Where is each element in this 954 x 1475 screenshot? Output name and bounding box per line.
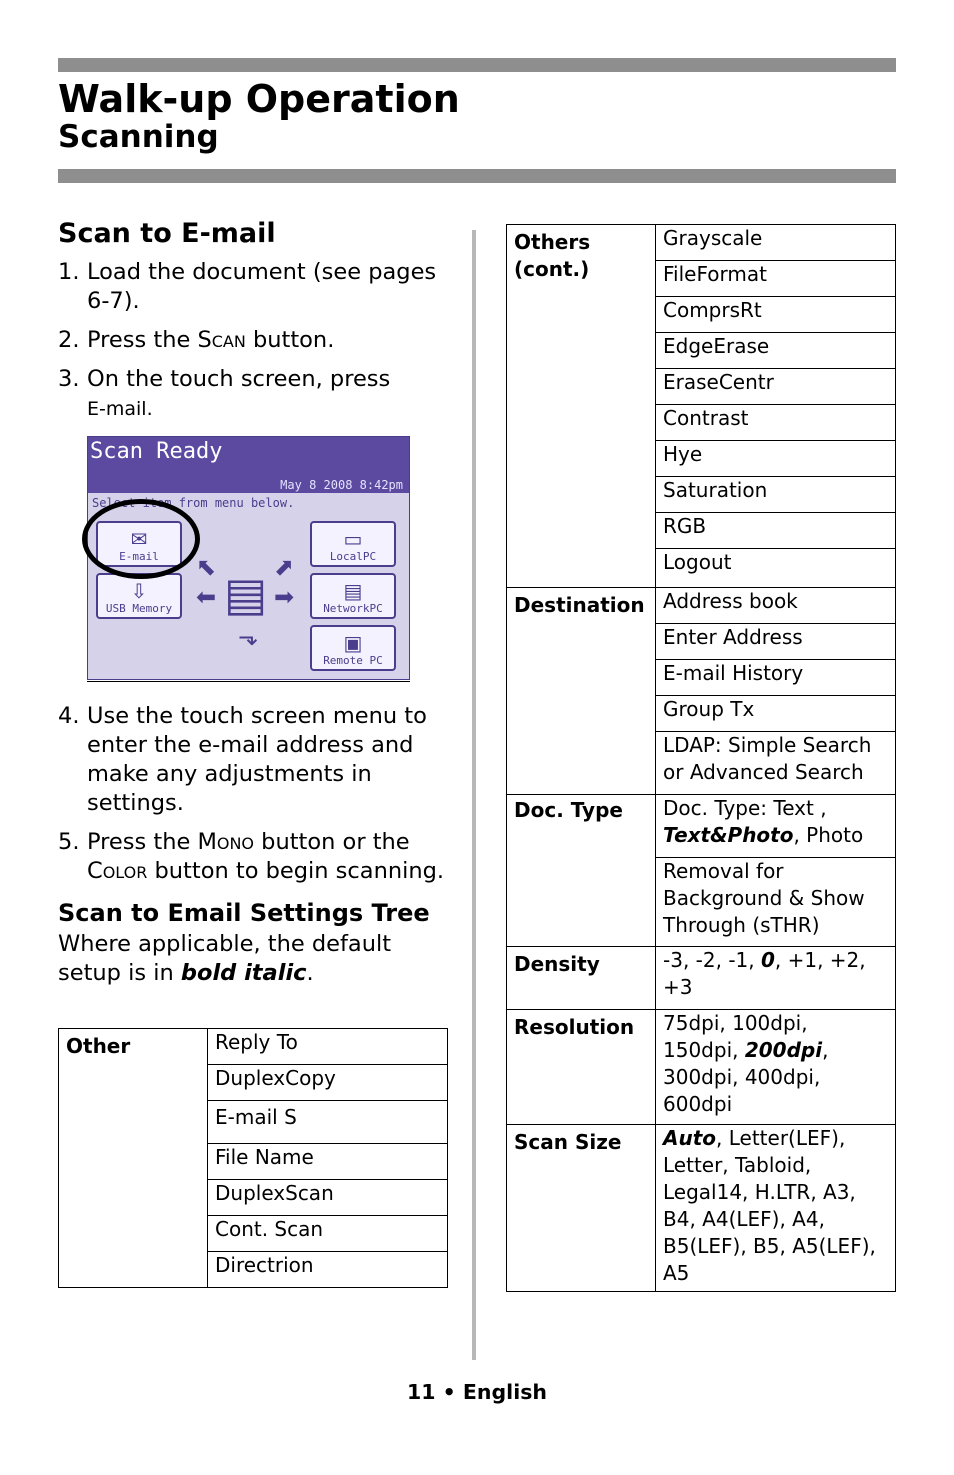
resolution-values: 75dpi, 100dpi, 150dpi, bbox=[663, 1011, 808, 1062]
category-density: Density bbox=[507, 947, 656, 1010]
step-text-mid: button or the bbox=[254, 829, 410, 855]
remote-computer-icon: ▣ bbox=[343, 631, 363, 655]
resolution-values-end: , 300dpi, 400dpi, 600dpi bbox=[663, 1038, 829, 1116]
column-divider bbox=[472, 230, 476, 1360]
setting-item: FileFormat bbox=[656, 261, 896, 297]
usb-icon: ⇩ bbox=[130, 579, 148, 603]
setting-item: Grayscale bbox=[656, 225, 896, 261]
step-5 bbox=[58, 828, 453, 886]
arrow-left-icon: ⬅ bbox=[196, 583, 217, 611]
screen-date: May 8 2008 8:42pm bbox=[280, 478, 403, 492]
step-text: On the touch screen, press bbox=[87, 366, 391, 392]
settings-table-other bbox=[58, 1028, 448, 1288]
doc-type-default: Text&Photo bbox=[663, 823, 794, 847]
step-text-post: button. bbox=[245, 327, 335, 353]
settings-intro-emphasis: bold italic bbox=[180, 960, 307, 986]
setting-item: Contrast bbox=[656, 405, 896, 441]
localpc-screen-button-label: LocalPC bbox=[329, 550, 377, 563]
resolution-default: 200dpi bbox=[744, 1038, 823, 1062]
step-2 bbox=[58, 326, 453, 355]
settings-intro-end: . bbox=[306, 960, 314, 986]
setting-item bbox=[656, 1125, 896, 1292]
scan-size-values: , Letter(LEF), Letter, Tabloid, Legal14, H.LTR, A3, B4, A4(LEF), A4, B5(LEF), B5, A5(LEF), A5 bbox=[663, 1126, 876, 1285]
step-3 bbox=[58, 365, 453, 424]
category-destination: Destination bbox=[507, 588, 656, 795]
step-text-pre: Press the bbox=[87, 829, 198, 855]
networkpc-screen-button[interactable] bbox=[310, 573, 396, 619]
setting-item: File Name bbox=[208, 1144, 448, 1180]
step-1 bbox=[58, 258, 453, 316]
document-icon: ▤ bbox=[224, 567, 268, 621]
setting-item: Hye bbox=[656, 441, 896, 477]
touch-screen-figure bbox=[87, 436, 410, 682]
networkpc-screen-button-label: NetworkPC bbox=[323, 602, 383, 615]
localpc-screen-button[interactable] bbox=[310, 521, 396, 567]
steps-list-continued bbox=[58, 702, 453, 886]
setting-item: E-mail History bbox=[656, 660, 896, 696]
setting-item: Cont. Scan bbox=[208, 1216, 448, 1252]
screen-hint: Select item from menu below. bbox=[92, 496, 295, 510]
setting-item: Group Tx bbox=[656, 696, 896, 732]
left-column bbox=[58, 214, 453, 988]
usb-memory-screen-button-label: USB Memory bbox=[105, 602, 173, 615]
arrow-up-right-icon: ⬈ bbox=[274, 553, 295, 581]
step-4 bbox=[58, 702, 453, 818]
remotepc-screen-button-label: Remote PC bbox=[323, 654, 383, 667]
envelope-icon: ✉ bbox=[130, 527, 148, 551]
section-heading-settings-tree: Scan to Email Settings Tree bbox=[58, 899, 430, 927]
setting-item: Directrion bbox=[208, 1252, 448, 1288]
section-heading-scan-to-email: Scan to E-mail bbox=[58, 218, 276, 249]
email-screen-button-label: E-mail bbox=[119, 550, 159, 563]
category-scan-size: Scan Size bbox=[507, 1125, 656, 1292]
arrow-down-right-icon: ⬎ bbox=[238, 623, 259, 651]
mono-key-name: Mono bbox=[197, 829, 255, 855]
highlight-circle bbox=[82, 499, 200, 579]
density-default: 0 bbox=[760, 948, 775, 972]
page-title: Walk-up Operation bbox=[58, 77, 460, 121]
step-text: Load the document (see pages 6-7). bbox=[87, 259, 437, 314]
step-number: 4. bbox=[58, 703, 80, 729]
screen-header bbox=[88, 437, 409, 493]
category-other: Other bbox=[59, 1029, 208, 1288]
setting-item: Address book bbox=[656, 588, 896, 624]
category-others-cont: Others (cont.) bbox=[507, 225, 656, 588]
table-row bbox=[59, 1029, 448, 1065]
setting-item: Logout bbox=[656, 549, 896, 588]
footer-bullet: • bbox=[442, 1380, 456, 1404]
usb-memory-screen-button[interactable] bbox=[96, 573, 182, 619]
table-row bbox=[507, 588, 896, 624]
settings-intro-text: Where applicable, the default setup is in bbox=[58, 931, 392, 986]
step-number: 5. bbox=[58, 829, 80, 855]
setting-item: DuplexCopy bbox=[208, 1065, 448, 1101]
step-number: 2. bbox=[58, 327, 80, 353]
setting-item: Reply To bbox=[208, 1029, 448, 1065]
scan-key-name: Scan bbox=[197, 327, 246, 353]
setting-item: LDAP: Simple Search or Advanced Search bbox=[656, 732, 896, 795]
step-text-post: button to begin scanning. bbox=[147, 858, 445, 884]
setting-item: Removal for Background & Show Through (sTHR) bbox=[656, 858, 896, 947]
setting-item: E-mail S bbox=[208, 1101, 448, 1144]
screen-title: Scan Ready bbox=[90, 439, 223, 464]
setting-item: Saturation bbox=[656, 477, 896, 513]
table-row bbox=[507, 225, 896, 261]
category-doc-type: Doc. Type bbox=[507, 795, 656, 947]
density-values-end: , +1, +2, +3 bbox=[663, 948, 866, 999]
setting-item: RGB bbox=[656, 513, 896, 549]
footer-language: English bbox=[462, 1380, 548, 1404]
setting-item bbox=[656, 795, 896, 858]
doc-type-text: Doc. Type: Text , bbox=[663, 796, 827, 820]
arrow-right-icon: ➡ bbox=[274, 583, 295, 611]
step-text: Use the touch screen menu to enter the e-mail address and make any adjustments in settings. bbox=[87, 703, 427, 816]
color-key-name: Color bbox=[87, 858, 148, 884]
setting-item: EraseCentr bbox=[656, 369, 896, 405]
step-number: 1. bbox=[58, 259, 80, 285]
computer-icon: ▭ bbox=[343, 527, 363, 551]
setting-item: EdgeErase bbox=[656, 333, 896, 369]
step-text-pre: Press the bbox=[87, 327, 198, 353]
page-footer bbox=[0, 1380, 954, 1404]
setting-item bbox=[656, 1010, 896, 1125]
page-number: 11 bbox=[406, 1380, 436, 1404]
setting-item bbox=[656, 947, 896, 1010]
header-bottom-rule bbox=[58, 169, 896, 183]
table-row bbox=[507, 1125, 896, 1292]
density-values: -3, -2, -1, bbox=[663, 948, 761, 972]
table-row bbox=[507, 795, 896, 858]
remotepc-screen-button[interactable] bbox=[310, 625, 396, 671]
header-top-rule bbox=[58, 58, 896, 72]
setting-item: ComprsRt bbox=[656, 297, 896, 333]
arrow-up-left-icon: ⬉ bbox=[196, 553, 217, 581]
settings-table-right bbox=[506, 224, 896, 1292]
touch-screen bbox=[87, 436, 410, 680]
scan-size-default: Auto bbox=[663, 1126, 717, 1150]
setting-item: Enter Address bbox=[656, 624, 896, 660]
settings-intro bbox=[58, 930, 453, 988]
table-row bbox=[507, 1010, 896, 1125]
step-number: 3. bbox=[58, 366, 80, 392]
network-computer-icon: ▤ bbox=[343, 579, 363, 603]
setting-item: DuplexScan bbox=[208, 1180, 448, 1216]
steps-list bbox=[58, 258, 453, 424]
doc-type-text-end: , Photo bbox=[793, 823, 864, 847]
category-resolution: Resolution bbox=[507, 1010, 656, 1125]
page-subtitle: Scanning bbox=[58, 119, 219, 155]
step-subtext: E-mail. bbox=[87, 398, 153, 420]
table-row bbox=[507, 947, 896, 1010]
